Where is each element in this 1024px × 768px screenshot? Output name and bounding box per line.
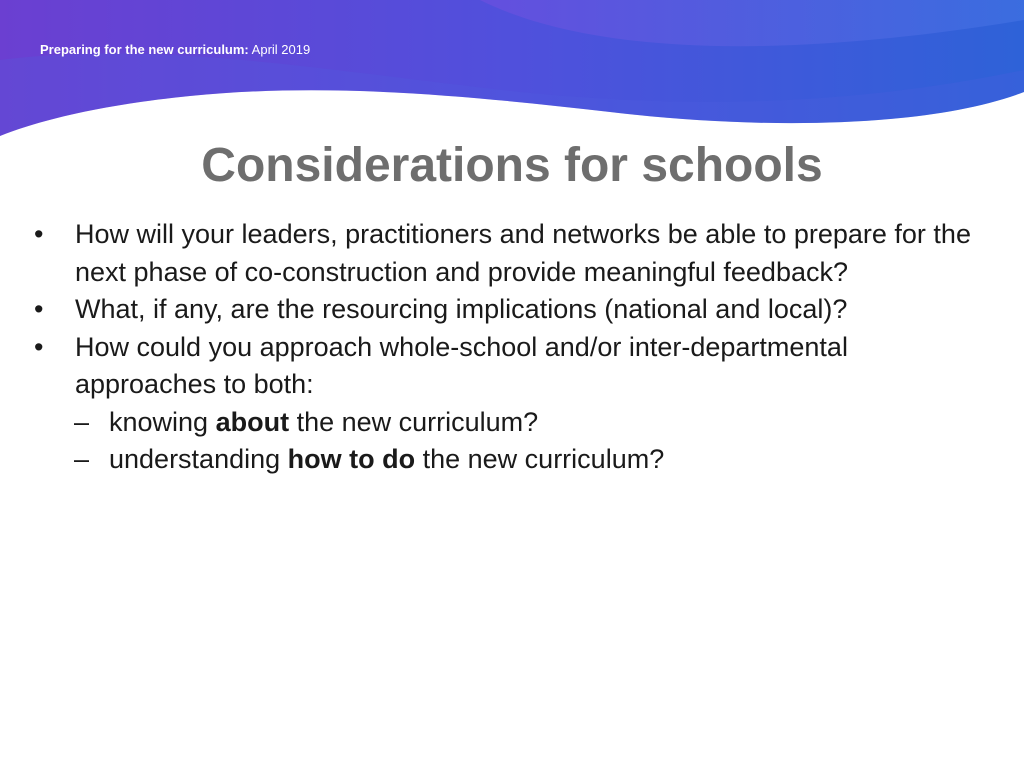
bullet-item bbox=[32, 329, 992, 404]
bullet-text: How will your leaders, practitioners and networks be able to prepare for the next phase of co-construction and provide meaningful feedback? bbox=[75, 219, 971, 287]
header-label-bold: Preparing for the new curriculum: bbox=[40, 42, 249, 57]
bullet-marker: • bbox=[34, 331, 44, 362]
sub-bullet-text-bold: about bbox=[215, 406, 290, 437]
sub-bullet-item bbox=[32, 441, 992, 479]
dash-marker: – bbox=[74, 406, 90, 437]
bullet-marker: • bbox=[34, 219, 44, 249]
header-label-date: April 2019 bbox=[251, 42, 311, 57]
sub-bullet-item bbox=[32, 404, 992, 442]
bullet-text: How could you approach whole-school and/or inter-departmental approaches to both: bbox=[75, 331, 848, 399]
sub-bullet-text-pre: knowing bbox=[109, 406, 216, 437]
header-banner bbox=[0, 0, 1024, 150]
bullet-item bbox=[32, 291, 992, 329]
bullet-marker: • bbox=[34, 294, 44, 324]
sub-bullet-text-post: the new curriculum? bbox=[415, 444, 665, 474]
header-label bbox=[40, 42, 310, 57]
dash-marker: – bbox=[74, 444, 90, 474]
sub-bullet-text-post: the new curriculum? bbox=[289, 406, 539, 437]
slide-title: Considerations for schools bbox=[201, 139, 823, 192]
sub-bullet-text-pre: understanding bbox=[109, 444, 288, 474]
bullet-list bbox=[32, 216, 992, 479]
sub-bullet-text-bold: how to do bbox=[287, 444, 416, 474]
bullet-item bbox=[32, 216, 992, 291]
bullet-text: What, if any, are the resourcing implications (national and local)? bbox=[75, 294, 848, 324]
